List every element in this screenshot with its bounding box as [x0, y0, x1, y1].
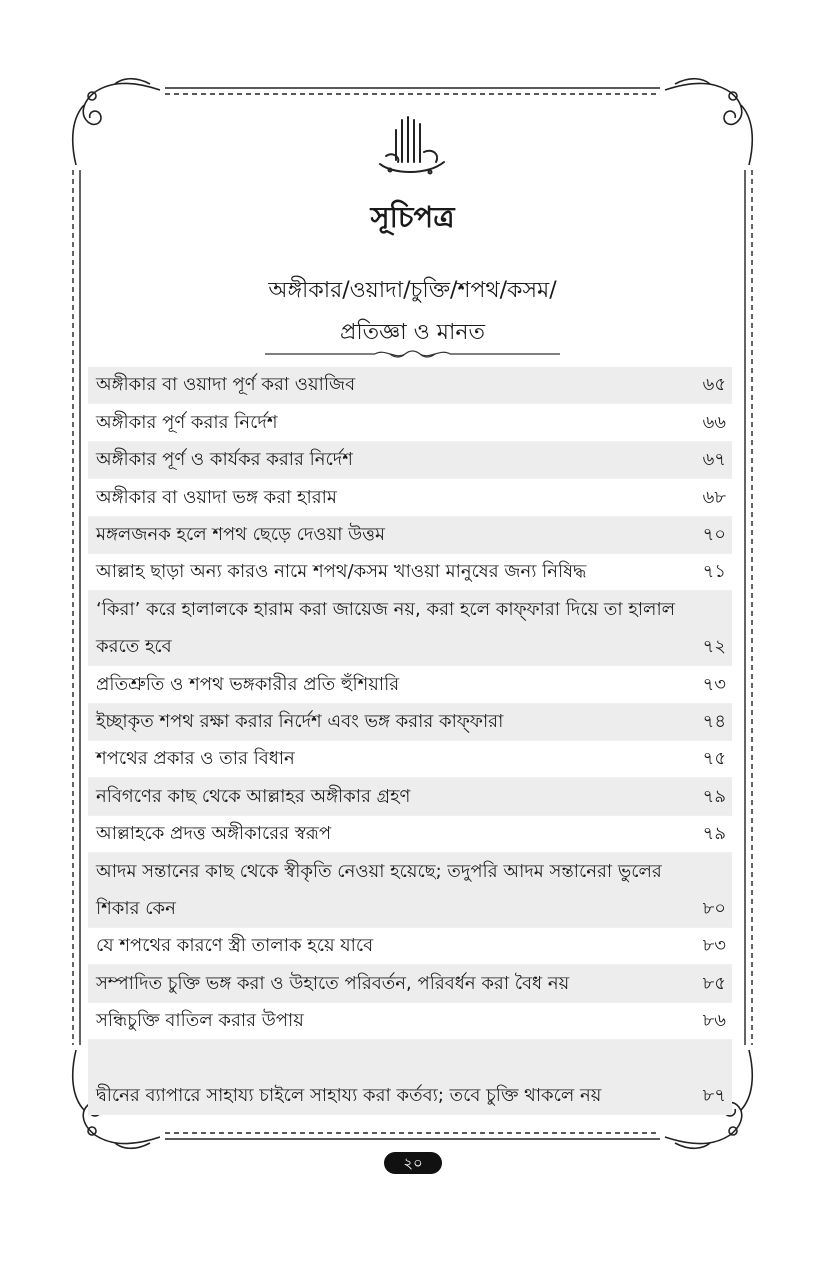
toc-entry[interactable] [88, 554, 732, 591]
toc-entry-title: অঙ্গীকার বা ওয়াদা পূর্ণ করা ওয়াজিব [96, 374, 356, 396]
toc-entry-page: ৭২ [702, 636, 726, 658]
toc-entry-title: অঙ্গীকার পূর্ণ ও কার্যকর করার নির্দেশ [96, 449, 353, 471]
toc-entry-title: মঙ্গলজনক হলে শপথ ছেড়ে দেওয়া উত্তম [96, 523, 386, 545]
toc-entry-title: আল্লাহ ছাড়া অন্য কারও নামে শপথ/কসম খাওয়া মানুষের জন্য নিষিদ্ধ [96, 561, 587, 583]
toc-entry-title: নবিগণের কাছ থেকে আল্লাহর অঙ্গীকার গ্রহণ [96, 785, 411, 807]
toc-entry[interactable] [88, 741, 732, 778]
toc-entry-page: ৮০ [702, 897, 726, 919]
toc-entry-page: ৭৯ [702, 823, 726, 845]
heading-divider-ornament [265, 346, 560, 362]
toc-entry-title: সন্ধিচুক্তি বাতিল করার উপায় [96, 1010, 304, 1032]
toc-entry[interactable] [88, 853, 732, 928]
toc-entry-page: ৬৫ [702, 374, 726, 396]
bismillah-calligraphy-icon [372, 112, 452, 182]
toc-entry-page: ৭০ [702, 523, 726, 545]
toc-entry-title: আল্লাহকে প্রদত্ত অঙ্গীকারের স্বরূপ [96, 823, 332, 845]
toc-entry-page: ৮৭ [702, 1084, 726, 1106]
toc-entry[interactable] [88, 404, 732, 441]
toc-entry-page: ৮৬ [702, 1010, 726, 1032]
toc-entry[interactable] [88, 928, 732, 965]
toc-entry-page: ৮৩ [702, 935, 726, 957]
toc-entry-page: ৭৪ [702, 710, 726, 732]
toc-entry-title: শপথের প্রকার ও তার বিধান [96, 748, 295, 770]
toc-entry-page: ৮৫ [702, 972, 726, 994]
toc-entry[interactable] [88, 367, 732, 404]
toc-entry[interactable] [88, 816, 732, 853]
toc-entry[interactable] [88, 591, 732, 666]
toc-entry-page: ৭৯ [702, 785, 726, 807]
toc-entry-page: ৬৭ [702, 449, 726, 471]
toc-entry-title: ইচ্ছাকৃত শপথ রক্ষা করার নির্দেশ এবং ভঙ্গ করার কাফ্ফারা [96, 710, 504, 732]
toc-entry-page: ৬৮ [702, 486, 726, 508]
toc-entry-page: ৭১ [702, 561, 726, 583]
toc-entry-title: ‘কিরা’ করে হালালকে হারাম করা জায়েজ নয়, করা হলে কাফ্ফারা দিয়ে তা হালাল করতে হবে [96, 599, 676, 658]
page-number-badge: ২০ [384, 1152, 442, 1174]
toc-entry-title: সম্পাদিত চুক্তি ভঙ্গ করা ও উহাতে পরিবর্তন, পরিবর্ধন করা বৈধ নয় [96, 972, 570, 994]
toc-entry[interactable] [88, 1040, 732, 1115]
table-of-contents [88, 367, 732, 1115]
toc-entry-page: ৭৫ [702, 748, 726, 770]
toc-entry-title: অঙ্গীকার বা ওয়াদা ভঙ্গ করা হারাম [96, 486, 337, 508]
toc-entry[interactable] [88, 778, 732, 815]
toc-entry-title: প্রতিশ্রুতি ও শপথ ভঙ্গকারীর প্রতি হুঁশিয়ারি [96, 673, 400, 695]
toc-entry[interactable] [88, 517, 732, 554]
toc-entry[interactable] [88, 442, 732, 479]
toc-entry-title: দ্বীনের ব্যাপারে সাহায্য চাইলে সাহায্য করা কর্তব্য; তবে চুক্তি থাকলে নয় [96, 1084, 602, 1106]
toc-entry-title: আদম সন্তানের কাছ থেকে স্বীকৃতি নেওয়া হয়েছে; তদুপরি আদম সন্তানেরা ভুলের শিকার কেন [96, 860, 662, 919]
toc-entry[interactable] [88, 666, 732, 703]
section-heading-line-1: অঙ্গীকার/ওয়াদা/চুক্তি/শপথ/কসম/ [268, 278, 557, 303]
toc-entry-page: ৭৩ [702, 673, 726, 695]
toc-entry-page: ৬৬ [702, 411, 726, 433]
toc-entry-title: যে শপথের কারণে স্ত্রী তালাক হয়ে যাবে [96, 935, 374, 957]
toc-entry[interactable] [88, 1003, 732, 1040]
section-heading-line-2: প্রতিজ্ঞা ও মানত [339, 320, 486, 345]
toc-entry[interactable] [88, 965, 732, 1002]
toc-entry[interactable] [88, 479, 732, 516]
toc-entry[interactable] [88, 704, 732, 741]
page-title: সূচিপত্র [370, 200, 455, 234]
toc-entry-title: অঙ্গীকার পূর্ণ করার নির্দেশ [96, 411, 278, 433]
